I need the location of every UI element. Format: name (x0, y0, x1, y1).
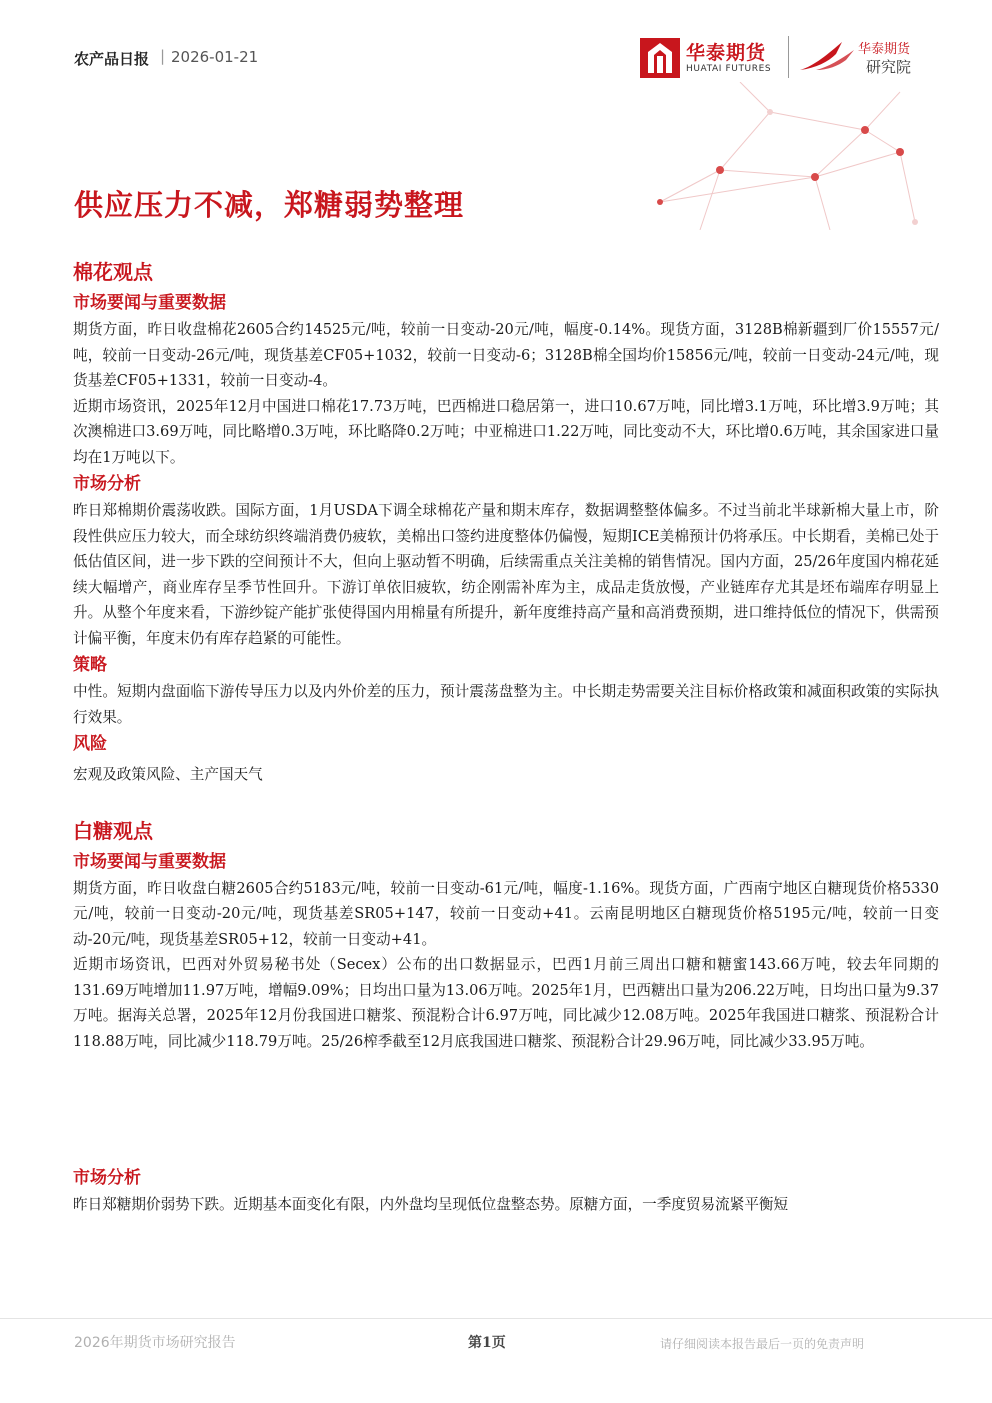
research-institute-logo (798, 36, 928, 80)
cotton-news-title: 市场要闻与重要数据 (73, 293, 226, 313)
logo-divider (788, 36, 789, 78)
report-header (0, 0, 992, 230)
cotton-risk-title: 风险 (73, 734, 107, 754)
footer-divider (0, 1318, 992, 1319)
cotton-section-title: 棉花观点 (73, 260, 153, 284)
footer-disclaimer-note: 请仔细阅读本报告最后一页的免责声明 (660, 1337, 865, 1351)
logo-research-line2: 研究院 (866, 58, 912, 76)
report-type: 农产品日报 (74, 50, 150, 68)
research-wing-icon (798, 40, 856, 74)
cotton-analysis-title: 市场分析 (73, 474, 141, 494)
logo-main-en: HUATAI FUTURES (686, 64, 772, 74)
report-date: 2026-01-21 (171, 48, 259, 66)
header-separator: | (160, 47, 166, 65)
cotton-section (73, 255, 939, 788)
cotton-strategy-paragraph: 中性。短期内盘面临下游传导压力以及内外价差的压力，预计震荡盘整为主。中长期走势需要关注目标价格政策和减面积政策的实际执行效果。 (73, 683, 939, 726)
page-number: 第1页 (468, 1335, 506, 1351)
network-graphic (600, 82, 930, 230)
cotton-analysis-paragraph: 昨日郑棉期价震荡收跌。国际方面，1月USDA下调全球棉花产量和期末库存，数据调整整体偏多。不过当前北半球新棉大量上市，阶段性供应压力较大，而全球纺织终端消费仍疲软，美棉出口签约进度整体仍偏慢，短期ICE美棉预计仍将承压。中长期看，美棉已处于低估值区间，进一步下跌的空间预计不大，但向上驱动暂不明确，后续需重点关注美棉的销售情况。国内方面，25/26年度国内棉花延续大幅增产，商业库存呈季节性回升。下游订单依旧疲软，纺企刚需补库为主，成品走货放慢，产业链库存尤其是坯布端库存明显上升。从整个年度来看，下游纱锭产能扩张使得国内用棉量有所提升，新年度维持高产量和高消费预期，进口维持低位的情况下，供需预计偏平衡，年度末仍有库存趋紧的可能性。 (73, 502, 939, 647)
logo-main-cn: 华泰期货 (686, 42, 767, 64)
report-body (73, 255, 939, 1218)
cotton-strategy-title: 策略 (73, 655, 107, 675)
sugar-section (73, 814, 939, 1218)
logo-research-line1: 华泰期货 (858, 42, 911, 57)
cotton-news-paragraph-1: 期货方面，昨日收盘棉花2605合约14525元/吨，较前一日变动-20元/吨，幅度-0.14%。现货方面，3128B棉新疆到厂价15557元/吨，较前一日变动-26元/吨，现货基差CF05+1032，较前一日变动-6；3128B棉全国均价15856元/吨，较前一日变动-24元/吨，现货基差CF05+1331，较前一日变动-4。 (73, 321, 939, 389)
huatai-futures-logo (640, 36, 780, 80)
cotton-news-paragraph-2: 近期市场资讯，2025年12月中国进口棉花17.73万吨，巴西棉进口稳居第一，进口10.67万吨，同比增3.1万吨，环比增3.9万吨；其次澳棉进口3.69万吨，同比略增0.3万吨，环比略降0.2万吨；中亚棉进口1.22万吨，同比变动不大，环比增0.6万吨，其余国家进口量均在1万吨以下。 (73, 397, 939, 466)
sugar-analysis-paragraph: 昨日郑糖期价弱势下跌。近期基本面变化有限，内外盘均呈现低位盘整态势。原糖方面，一季度贸易流紧平衡短 (73, 1196, 789, 1213)
footer-report-name: 2026年期货市场研究报告 (74, 1335, 236, 1351)
sugar-news-paragraph-1: 期货方面，昨日收盘白糖2605合约5183元/吨，较前一日变动-61元/吨，幅度-1.16%。现货方面，广西南宁地区白糖现货价格5330元/吨，较前一日变动-20元/吨，现货基差SR05+147，较前一日变动+41。云南昆明地区白糖现货价格5195元/吨，较前一日变动-20元/吨，现货基差SR05+12，较前一日变动+41。 (73, 879, 939, 948)
sugar-section-title: 白糖观点 (73, 818, 153, 843)
page-title: 供应压力不减，郑糖弱势整理 (74, 188, 465, 223)
sugar-analysis-title: 市场分析 (73, 1168, 141, 1188)
cotton-risk-paragraph: 宏观及政策风险、主产国天气 (73, 766, 263, 783)
sugar-news-title: 市场要闻与重要数据 (73, 851, 226, 872)
sugar-news-paragraph-2: 近期市场资讯，巴西对外贸易秘书处（Secex）公布的出口数据显示，巴西1月前三周出口糖和糖蜜143.66万吨，较去年同期的131.69万吨增加11.97万吨，增幅9.09%；日均出口量为13.06万吨。2025年1月，巴西糖出口量为206.22万吨，日均出口量为9.37万吨。据海关总署，2025年12月份我国进口糖浆、预混粉合计6.97万吨，同比减少12.08万吨。2025年我国进口糖浆、预混粉合计118.88万吨，同比减少118.79万吨。25/26榨季截至12月底我国进口糖浆、预混粉合计29.96万吨，同比减少33.95万吨。 (73, 956, 939, 1050)
huatai-logo-icon (640, 38, 680, 78)
